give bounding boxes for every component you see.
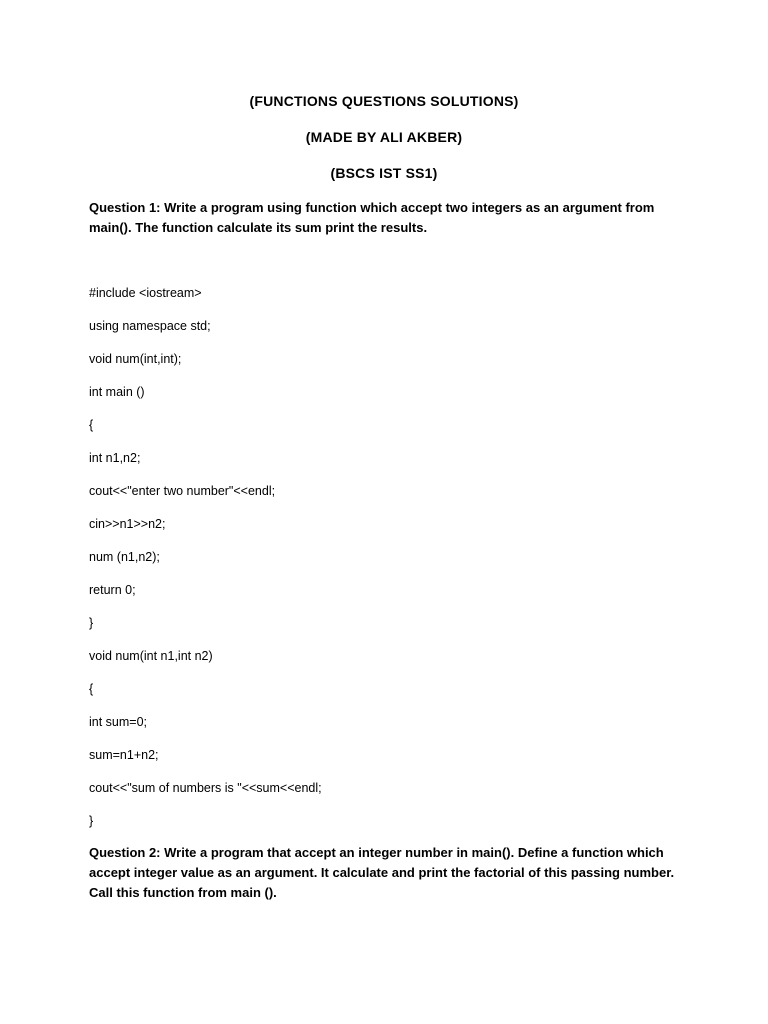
code-line: cout<<"enter two number"<<endl; [89, 484, 276, 498]
code-line: cin>>n1>>n2; [89, 517, 166, 531]
code-line: num (n1,n2); [89, 550, 160, 564]
code-listing [89, 285, 689, 846]
code-line: #include <iostream> [89, 286, 202, 300]
code-line: sum=n1+n2; [89, 748, 159, 762]
code-line: { [89, 682, 94, 696]
document-title: (FUNCTIONS QUESTIONS SOLUTIONS) [249, 93, 519, 109]
code-line: return 0; [89, 583, 136, 597]
code-line: using namespace std; [89, 319, 211, 333]
question-2: Question 2: Write a program that accept an integer number in main(). Define a function which accept integer value as an argument. It calculate and print the factorial of this passing number. Call this function from main (). [89, 845, 675, 900]
code-line: int n1,n2; [89, 451, 141, 465]
code-line: } [89, 814, 94, 828]
class-heading: (BSCS IST SS1) [330, 165, 438, 181]
code-line: void num(int n1,int n2) [89, 649, 213, 663]
code-line: cout<<"sum of numbers is "<<sum<<endl; [89, 781, 322, 795]
code-line: { [89, 418, 94, 432]
code-line: int main () [89, 385, 145, 399]
code-line: void num(int,int); [89, 352, 182, 366]
code-line: int sum=0; [89, 715, 148, 729]
author-heading: (MADE BY ALI AKBER) [305, 129, 463, 145]
question-1: Question 1: Write a program using function which accept two integers as an argument from main(). The function calculate its sum print the results. [89, 200, 655, 235]
code-line: } [89, 616, 94, 630]
